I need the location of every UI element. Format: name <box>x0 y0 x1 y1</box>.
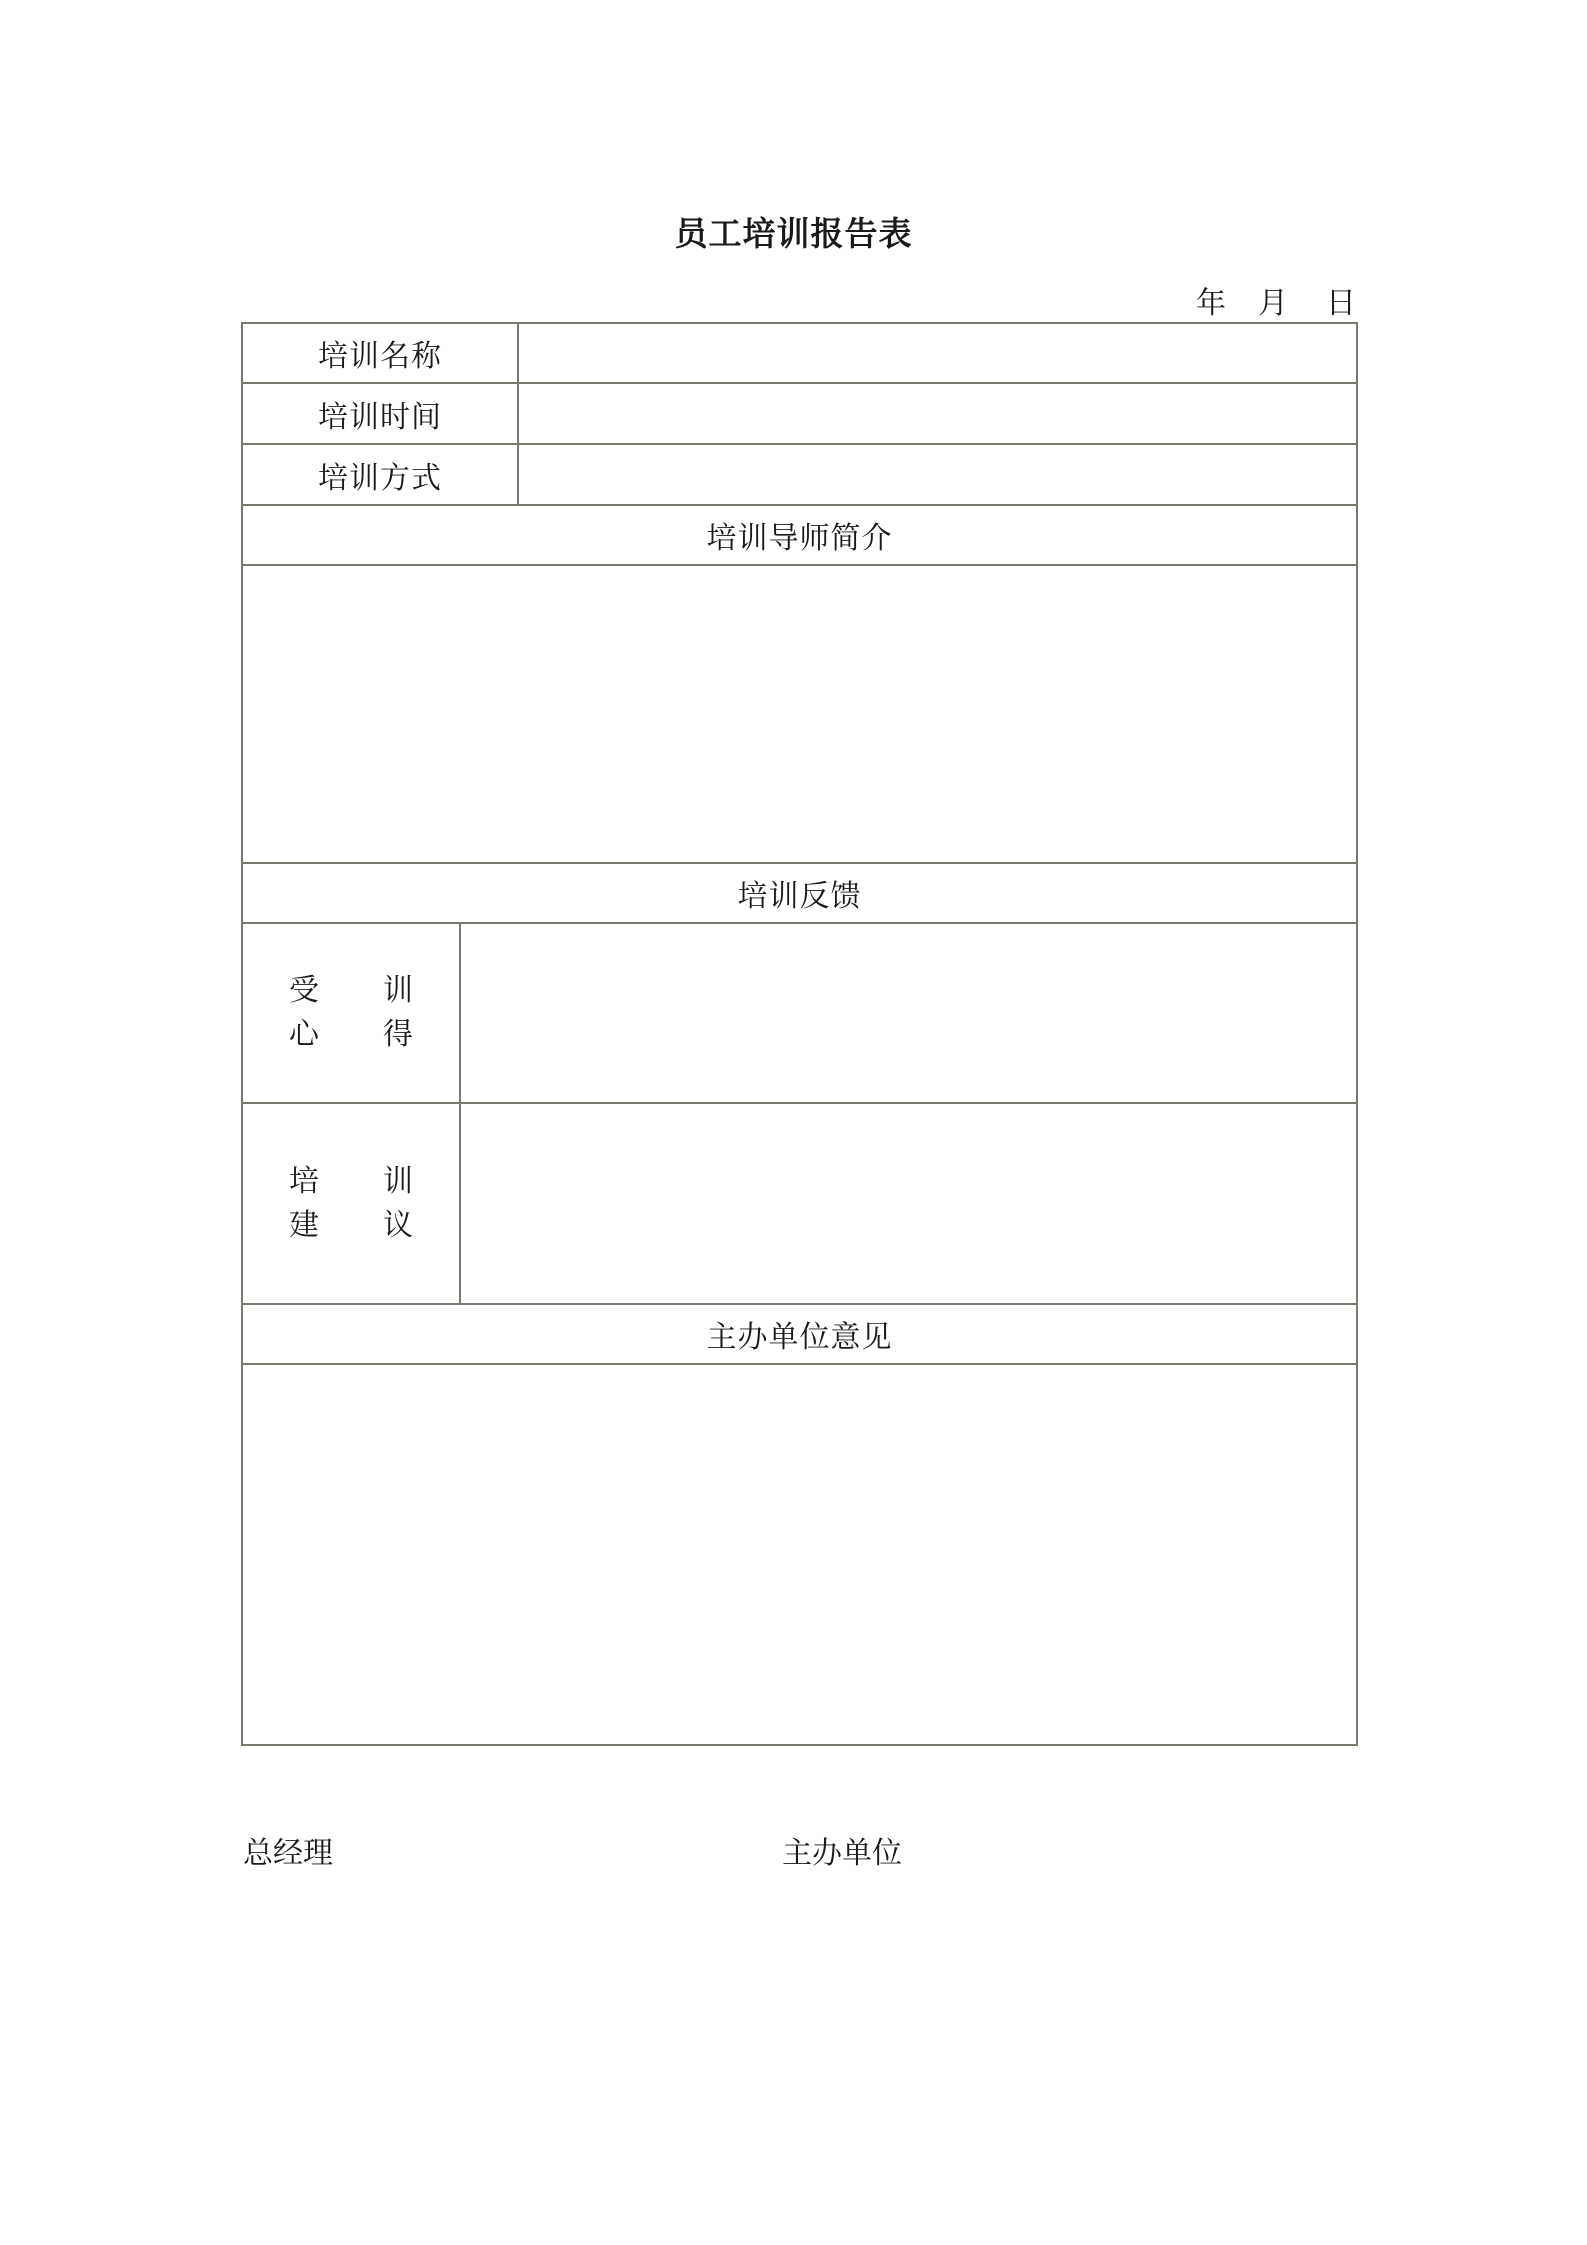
feedback-section-header <box>242 863 1357 923</box>
suggestion-field[interactable] <box>460 1103 1357 1304</box>
date-line <box>1196 278 1356 322</box>
experience-label-char: 训 <box>383 973 413 1008</box>
experience-label-char: 受 <box>289 973 319 1008</box>
training-time-label: 培训时间 <box>242 383 518 444</box>
organizer-section-header <box>242 1304 1357 1364</box>
date-month-label: 月 <box>1258 286 1288 321</box>
experience-label <box>242 923 460 1103</box>
suggestion-label-char: 训 <box>383 1163 413 1199</box>
experience-field[interactable] <box>460 923 1357 1103</box>
suggestion-label <box>242 1103 460 1304</box>
general-manager-signature-label: 总经理 <box>243 1836 333 1871</box>
experience-label-char: 得 <box>383 1017 413 1052</box>
trainer-section-heading: 培训导师简介 <box>242 505 1357 565</box>
experience-label-char: 心 <box>289 1017 319 1052</box>
trainer-section-header <box>242 505 1357 565</box>
training-method-label: 培训方式 <box>242 444 518 505</box>
suggestion-label-char: 建 <box>289 1207 319 1243</box>
suggestion-label-char: 议 <box>383 1207 413 1243</box>
suggestion-label-char: 培 <box>289 1163 319 1199</box>
date-year-label: 年 <box>1196 286 1226 321</box>
feedback-row-suggestion <box>242 1103 1357 1304</box>
training-method-field[interactable] <box>518 444 1357 505</box>
form-row-training-method <box>242 444 1357 505</box>
feedback-row-experience <box>242 923 1357 1103</box>
training-name-label: 培训名称 <box>242 323 518 383</box>
form-row-training-time <box>242 383 1357 444</box>
organizer-section-heading: 主办单位意见 <box>242 1304 1357 1364</box>
organizer-section-body <box>242 1364 1357 1745</box>
training-report-form <box>241 322 1358 1746</box>
training-name-field[interactable] <box>518 323 1357 383</box>
trainer-section-body <box>242 565 1357 863</box>
form-row-training-name <box>242 323 1357 383</box>
date-day-label: 日 <box>1326 286 1356 321</box>
trainer-intro-field[interactable] <box>242 565 1357 863</box>
organizer-opinion-field[interactable] <box>242 1364 1357 1745</box>
feedback-section-heading: 培训反馈 <box>242 863 1357 923</box>
training-time-field[interactable] <box>518 383 1357 444</box>
document-title: 员工培训报告表 <box>674 214 913 253</box>
organizer-signature-label: 主办单位 <box>782 1836 902 1871</box>
